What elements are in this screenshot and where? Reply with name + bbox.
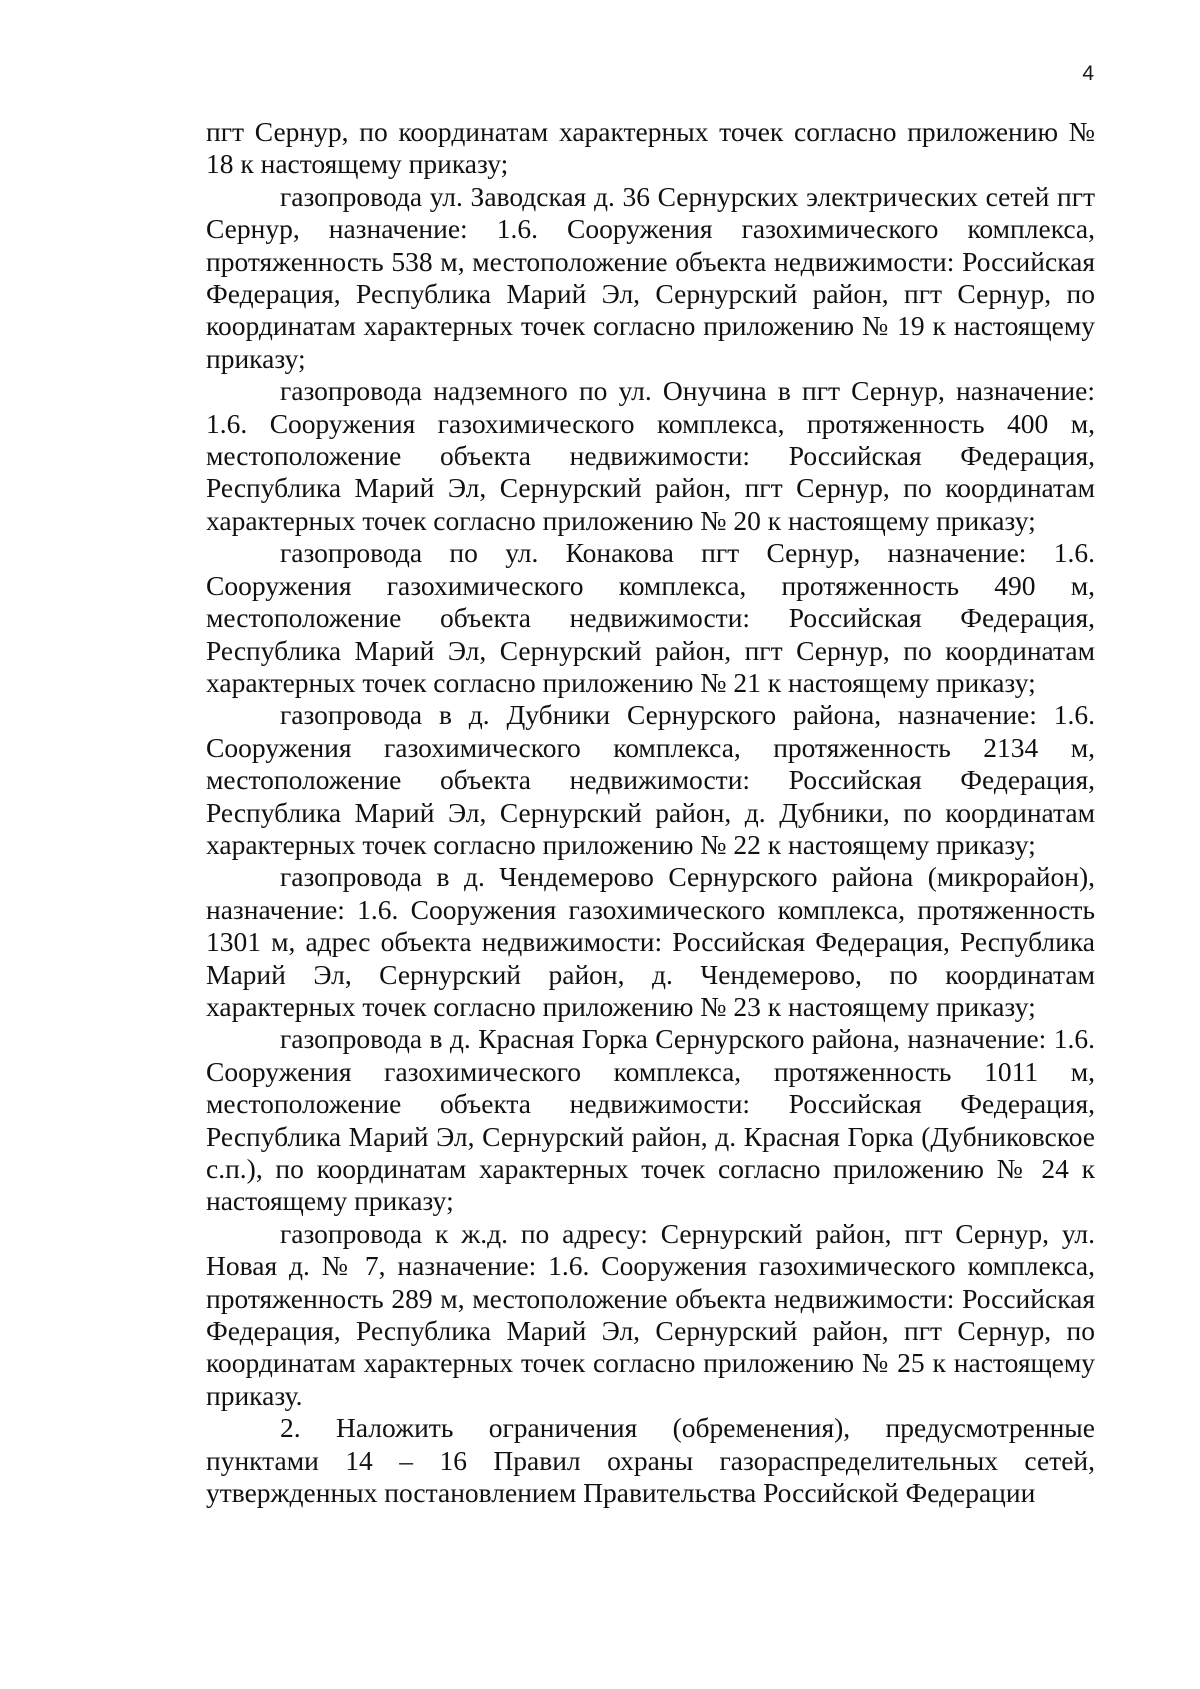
paragraph-onuchina: газопровода надземного по ул. Онучина в пгт Сернур, назначение: 1.6. Сооружения газохимического комплекса, протяженность 400 м, местоположение объекта недвижимости: Российская Федерация, Республика Марий Эл, Сернурский район, пгт Сернур, по координатам характерных точек согласно приложению № 20 к настоящему приказу; [206, 375, 1095, 536]
paragraph-dubniki: газопровода в д. Дубники Сернурского района, назначение: 1.6. Сооружения газохимического комплекса, протяженность 2134 м, местоположение объекта недвижимости: Российская Федерация, Республика Марий Эл, Сернурский район, д. Дубники, по координатам характерных точек согласно приложению № 22 к настоящему приказу; [206, 699, 1095, 860]
page-number: 4 [1082, 62, 1094, 85]
paragraph-novaya: газопровода к ж.д. по адресу: Сернурский район, пгт Сернур, ул. Новая д. № 7, назначение: 1.6. Сооружения газохимического комплекса, протяженность 289 м, местоположение объекта недвижимости: Российская Федерация, Республика Марий Эл, Сернурский район, пгт Сернур, по координатам характерных точек согласно приложению № 25 к настоящему приказу. [206, 1217, 1095, 1411]
paragraph-konakova: газопровода по ул. Конакова пгт Сернур, назначение: 1.6. Сооружения газохимического комплекса, протяженность 490 м, местоположение объекта недвижимости: Российская Федерация, Республика Марий Эл, Сернурский район, пгт Сернур, по координатам характерных точек согласно приложению № 21 к настоящему приказу; [206, 537, 1095, 698]
paragraph-krasnaya-gorka: газопровода в д. Красная Горка Сернурского района, назначение: 1.6. Сооружения газохимического комплекса, протяженность 1011 м, местоположение объекта недвижимости: Российская Федерация, Республика Марий Эл, Сернурский район, д. Красная Горка (Дубниковское с.п.), по координатам характерных точек согласно приложению № 24 к настоящему приказу; [206, 1023, 1095, 1217]
paragraph-chendemerovo: газопровода в д. Чендемерово Сернурского района (микрорайон), назначение: 1.6. Сооружения газохимического комплекса, протяженность 1301 м, адрес объекта недвижимости: Российская Федерация, Республика Марий Эл, Сернурский район, д. Чендемерово, по координатам характерных точек согласно приложению № 23 к настоящему приказу; [206, 861, 1095, 1022]
paragraph-item-2: 2. Наложить ограничения (обременения), предусмотренные пунктами 14 – 16 Правил охраны газораспределительных сетей, утвержденных постановлением Правительства Российской Федерации [206, 1412, 1095, 1509]
paragraph-continuation: пгт Сернур, по координатам характерных точек согласно приложению № 18 к настоящему приказу; [206, 116, 1095, 180]
document-body [206, 116, 1095, 1509]
paragraph-zavodskaya: газопровода ул. Заводская д. 36 Сернурских электрических сетей пгт Сернур, назначение: 1.6. Сооружения газохимического комплекса, протяженность 538 м, местоположение объекта недвижимости: Российская Федерация, Республика Марий Эл, Сернурский район, пгт Сернур, по координатам характерных точек согласно приложению № 19 к настоящему приказу; [206, 180, 1095, 374]
